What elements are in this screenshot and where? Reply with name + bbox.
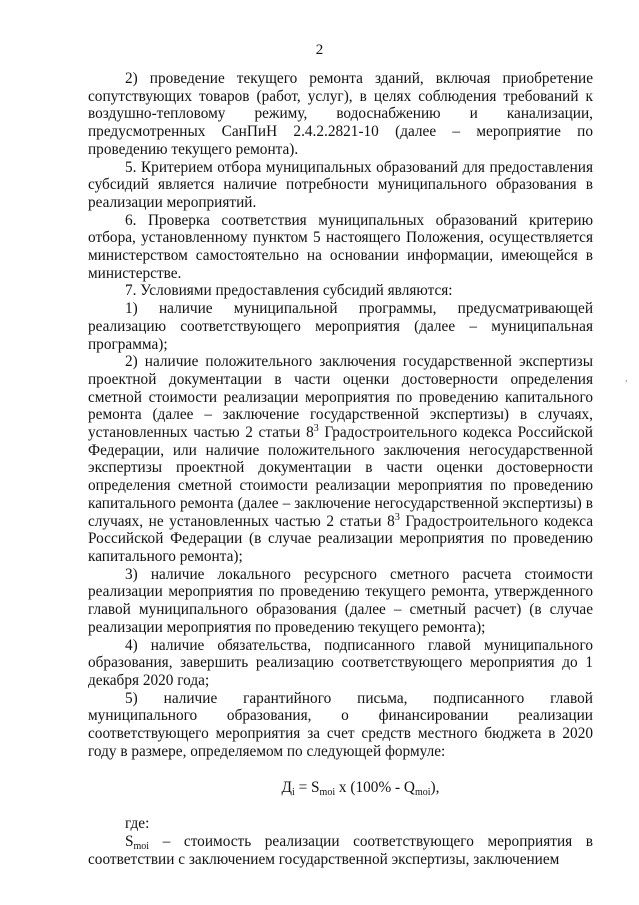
superscript-2: 3 — [394, 511, 400, 523]
condition-2-text-c: Градостроительного кодекса Российской Федерации (в случае реализации мероприятия по проведению капитального ремонта); — [88, 512, 593, 565]
condition-2-text-b: Градостроительного кодекса Российской Федерации, или наличие положительного заключения негосударственной экспертизы проектной документации в части оценки достоверности определения сметной стоимости реализации мероприятия по проведению капитального ремонта (далее – заключение негосударственной экспертизы) в случаях, не установленных частью 2 статьи 8 — [88, 424, 593, 530]
condition-4-obligation: 4) наличие обязательства, подписанного главой муниципального образования, завершить реализацию соответствующего мероприятия до 1 декабря 2020 года; — [88, 636, 593, 689]
formula-d: Д — [281, 779, 292, 797]
condition-2-expertise — [88, 353, 593, 565]
condition-3-estimate: 3) наличие локального ресурсного сметного расчета стоимости реализации мероприятия по проведению текущего ремонта, утвержденного главой муниципального образования (далее – сметный расчет) (в случае реализации мероприятия по проведению текущего ремонта); — [88, 565, 593, 636]
paragraph-5-selection-criterion: 5. Критерием отбора муниципальных образований для предоставления субсидий является наличие потребности муниципального образования в реализации мероприятий. — [88, 158, 593, 211]
paragraph-7-conditions: 7. Условиями предоставления субсидий являются: — [125, 282, 453, 300]
condition-1-municipal-program: 1) наличие муниципальной программы, предусматривающей реализацию соответствующего мероприятия (далее – муниципальная программа); — [88, 300, 593, 353]
formula — [88, 779, 593, 797]
definition-text: – стоимость реализации соответствующего мероприятия в соответствии с заключением государственной экспертизы, заключением — [88, 832, 593, 868]
formula-end: ), — [430, 779, 440, 797]
definition-symbol-subscript: moi — [133, 840, 150, 852]
formula-s-subscript: moi — [319, 787, 336, 799]
formula-mid: x (100% - Q — [335, 779, 415, 797]
margin-mark: , — [625, 373, 628, 384]
page-number: 2 — [315, 42, 324, 58]
document-body — [88, 70, 593, 868]
condition-5-guarantee-letter: 5) наличие гарантийного письма, подписанного главой муниципального образования, о финансировании реализации соответствующего мероприятия за счет средств местного бюджета в 2020 году в размере, определяемом по следующей формуле: — [88, 689, 593, 760]
condition-2-text-a: 2) наличие положительного заключения государственной экспертизы проектной документации в части оценки достоверности определения сметной стоимости реализации мероприятия по проведению капитального ремонта (далее – заключение государственной экспертизы) в случаях, установленных частью 2 статьи 8 — [88, 353, 593, 442]
definition-smoi — [88, 833, 593, 868]
formula-d-subscript: i — [291, 787, 295, 799]
definition-symbol: S — [125, 832, 134, 850]
paragraph-6-verification: 6. Проверка соответствия муниципальных образований критерию отбора, установленному пунктом 5 настоящего Положения, осуществляется министерством самостоятельно на основании информации, имеющейся в министерстве. — [88, 211, 593, 282]
paragraph-item-2-current-repair: 2) проведение текущего ремонта зданий, включая приобретение сопутствующих товаров (работ, услуг), в целях соблюдения требований к воздушно-тепловому режиму, водоснабжению и канализации, предусмотренных СанПиН 2.4.2.2821-10 (далее – мероприятие по проведению текущего ремонта). — [88, 70, 593, 158]
formula-eq: = S — [294, 779, 320, 797]
superscript-1: 3 — [313, 423, 319, 435]
where-label: где: — [125, 815, 150, 833]
formula-q-subscript: moi — [414, 787, 431, 799]
